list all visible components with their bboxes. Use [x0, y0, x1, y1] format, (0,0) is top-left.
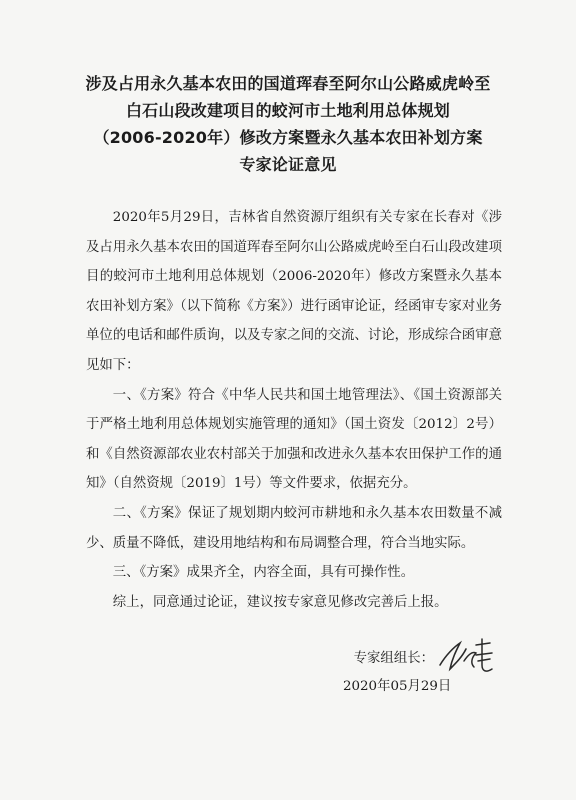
- title-line-1: 涉及占用永久基本农田的国道珲春至阿尔山公路威虎岭至: [85, 74, 491, 93]
- handwritten-signature: [436, 635, 496, 677]
- paragraph-opinion-2: 二、《方案》保证了规划期内蛟河市耕地和永久基本农田数量不减少、质量不降低，建设用地结构和布局调整合理，符合当地实际。: [86, 505, 502, 551]
- document-body: [86, 203, 502, 617]
- document-title: [60, 70, 516, 178]
- signer-label: 专家组组长：: [353, 650, 434, 666]
- title-line-4: 专家论证意见: [239, 155, 337, 174]
- paragraph-intro: 2020年5月29日，吉林省自然资源厅组织有关专家在长春对《涉及占用永久基本农田的国道珲春至阿尔山公路威虎岭至白石山段改建项目的蛟河市土地利用总体规划（2006-2020年）修改方案暨永久基本农田补划方案》（以下简称《方案》）进行函审论证，经函审专家对业务单位的电话和邮件质询，以及专家之间的交流、讨论，形成综合函审意见如下：: [86, 210, 502, 373]
- paragraph-conclusion: 综上，同意通过论证，建议按专家意见修改完善后上报。: [112, 594, 448, 610]
- title-line-3: （2006-2020年）修改方案暨永久基本农田补划方案: [93, 128, 483, 147]
- paragraph-opinion-1: 一、《方案》符合《中华人民共和国土地管理法》、《国土资源部关于严格土地利用总体规划实施管理的通知》（国土资发〔2012〕2号）和《自然资源部农业农村部关于加强和改进永久基本农田保护工作的通知》（自然资规〔2019〕1号）等文件要求，依据充分。: [86, 387, 502, 492]
- title-line-2: 白石山段改建项目的蛟河市土地利用总体规划: [125, 101, 450, 120]
- paragraph-opinion-3: 三、《方案》成果齐全，内容全面，具有可操作性。: [112, 565, 415, 581]
- signature-date: 2020年05月29日: [343, 679, 452, 694]
- signature-block: [354, 635, 496, 677]
